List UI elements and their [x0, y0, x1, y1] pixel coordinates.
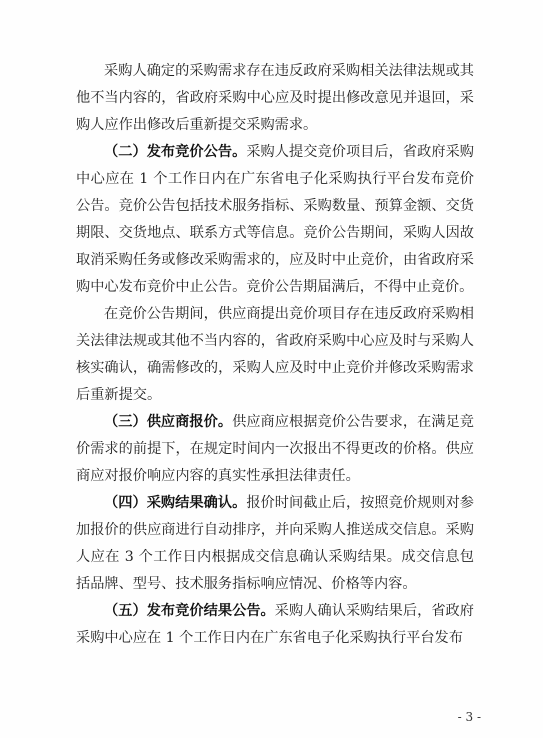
- paragraph-4-text: 供应商应根据竞价公告要求，在满足竞价需求的前提下，在规定时间内一次报出不得更改的价格。供应商应对报价响应内容的真实性承担法律责任。: [76, 414, 474, 484]
- paragraph-3-text: 在竞价公告期间，供应商提出竞价项目存在违反政府采购相关法律法规或其他不当内容的，省政府采购中心应及时与采购人核实确认，确需修改的，采购人应及时中止竞价并修改采购需求后重新提交。: [76, 306, 474, 403]
- paragraph-6-text: 采购人确认采购结果后，省政府采购中心应在 1 个工作日内在广东省电子化采购执行平台发布: [76, 603, 474, 646]
- section-heading-result-notice: （五）发布竞价结果公告。: [104, 603, 275, 619]
- paragraph-3: [76, 301, 474, 409]
- document-body: [76, 58, 474, 652]
- page-number: - 3 -: [457, 710, 481, 724]
- paragraph-4: [76, 409, 474, 490]
- paragraph-5-text: 报价时间截止后，按照竞价规则对参加报价的供应商进行自动排序，并向采购人推送成交信息。采购人应在 3 个工作日内根据成交信息确认采购结果。成交信息包括品牌、型号、技术服务指标响应情况、价格等内容。: [76, 495, 474, 592]
- paragraph-1: [76, 58, 474, 139]
- section-heading-supplier-quote: （三）供应商报价。: [104, 414, 233, 430]
- paragraph-6: [76, 598, 474, 652]
- paragraph-5: [76, 490, 474, 598]
- paragraph-2-text: 采购人提交竞价项目后，省政府采购中心应在 1 个工作日内在广东省电子化采购执行平台发布竞价公告。竞价公告包括技术服务指标、采购数量、预算金额、交货期限、交货地点、联系方式等信息。竞价公告期间，采购人因故取消采购任务或修改采购需求的，应及时中止竞价，由省政府采购中心发布竞价中止公告。竞价公告期届满后，不得中止竞价。: [76, 144, 474, 295]
- section-heading-result-confirm: （四）采购结果确认。: [104, 495, 247, 511]
- paragraph-1-text: 采购人确定的采购需求存在违反政府采购相关法律法规或其他不当内容的，省政府采购中心应及时提出修改意见并退回，采购人应作出修改后重新提交采购需求。: [76, 63, 474, 133]
- paragraph-2: [76, 139, 474, 301]
- section-heading-publish-notice: （二）发布竞价公告。: [104, 144, 247, 160]
